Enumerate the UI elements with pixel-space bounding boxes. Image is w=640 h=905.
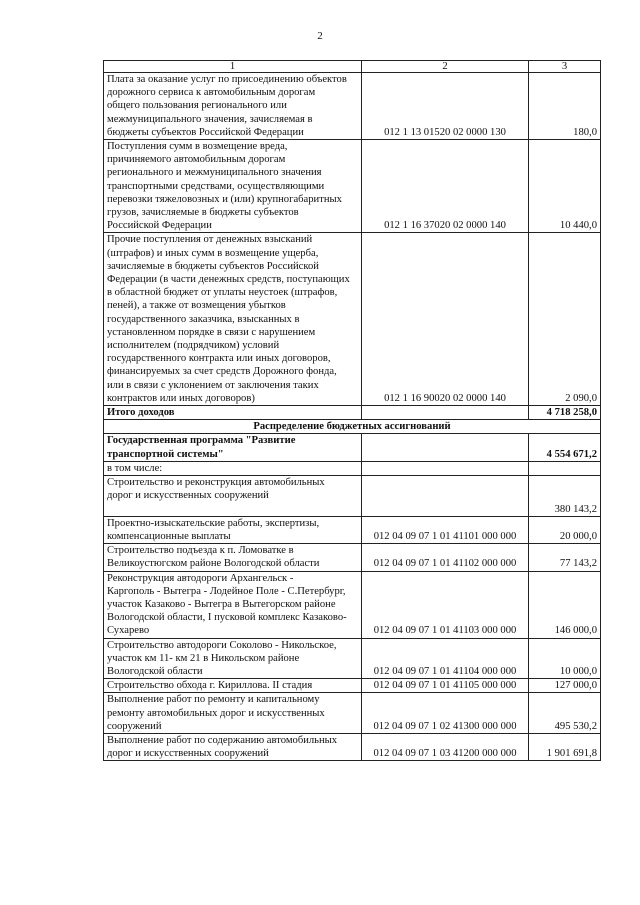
description-line: исполнителем (подрядчиком) условий (107, 340, 280, 352)
description-line: Федерации (в части денежных средств, поступающих (107, 274, 350, 286)
description-line: Поступления сумм в возмещение вреда, (107, 141, 288, 153)
description-line: Плата за оказание услуг по присоединению объектов (107, 74, 347, 85)
page-number: 2 (317, 30, 323, 42)
column-header-3: 3 (529, 61, 601, 73)
description-line: Строительство автодороги Соколово - Никольское, (107, 639, 337, 651)
description-line: (штрафов) и иных сумм в возмещение ущерба, (107, 247, 319, 259)
description-line: межмуниципального значения, зачисляемая в (107, 113, 313, 125)
amount-cell: 20 000,0 (529, 516, 601, 543)
description-line: Каргополь - Вытегра - Лодейное Поле - С.Петербург, (107, 585, 346, 597)
code-cell: 012 1 13 01520 02 0000 130 (362, 73, 529, 140)
amount-cell: 10 000,0 (529, 638, 601, 679)
description-line: Государственная программа "Развитие (107, 435, 296, 447)
description-cell (104, 638, 362, 679)
description-line: Сухарево (107, 625, 150, 637)
code-cell: 012 04 09 07 1 03 41200 000 000 (362, 733, 529, 760)
code-cell: 012 1 16 90020 02 0000 140 (362, 233, 529, 406)
amount-cell: 1 901 691,8 (529, 733, 601, 760)
amount-cell: 146 000,0 (529, 571, 601, 638)
column-header-row (104, 61, 601, 73)
description-line: государственного контракта или иных договоров, (107, 353, 331, 365)
amount-cell: 127 000,0 (529, 679, 601, 693)
code-cell (362, 461, 529, 475)
description-cell (104, 679, 362, 693)
code-cell: 012 04 09 07 1 01 41102 000 000 (362, 544, 529, 571)
column-header-2: 2 (362, 61, 529, 73)
description-line: общего пользования регионального или (107, 100, 287, 112)
code-cell: 012 04 09 07 1 01 41104 000 000 (362, 638, 529, 679)
description-line: установленном порядке в связи с нарушением (107, 326, 316, 338)
total-row (104, 406, 601, 420)
code-cell: 012 04 09 07 1 01 41103 000 000 (362, 571, 529, 638)
description-line: Строительство подъезда к п. Ломоватке в (107, 545, 294, 557)
description-line: дорожного сервиса к автомобильным дорогам (107, 87, 316, 99)
description-cell (104, 233, 362, 406)
income-row (104, 233, 601, 406)
description-line: государственного заказчика, взысканных в (107, 313, 300, 325)
description-line: участок Казаково - Вытегра в Вытегорском районе (107, 598, 336, 610)
description-line: в областной бюджет от уплаты неустоек (штрафов, (107, 287, 338, 299)
description-line: или в связи с уклонением от заключения таких (107, 379, 319, 391)
section-header-row (104, 420, 601, 434)
expense-row (104, 733, 601, 760)
code-cell: 012 04 09 07 1 01 41105 000 000 (362, 679, 529, 693)
description-line: причиняемого автомобильным дорогам (107, 154, 286, 166)
description-line: Строительство обхода г. Кириллова. II стадия (107, 680, 313, 692)
description-cell (104, 544, 362, 571)
description-line: Прочие поступления от денежных взысканий (107, 234, 313, 246)
amount-cell: 495 530,2 (529, 693, 601, 734)
income-row (104, 140, 601, 233)
description-line: контрактов или иных договоров) (107, 392, 255, 404)
code-cell (362, 476, 529, 517)
description-line: дорог и искусственных сооружений (107, 748, 269, 760)
description-line: Итого доходов (107, 407, 175, 419)
expense-row (104, 516, 601, 543)
description-line: Вологодской области (107, 665, 203, 677)
section-title: Распределение бюджетных ассигнований (104, 420, 601, 434)
expense-row (104, 544, 601, 571)
description-line: Проектно-изыскательские работы, экспертизы, (107, 517, 320, 529)
description-line: бюджеты субъектов Российской Федерации (107, 126, 304, 138)
amount-cell: 4 718 258,0 (529, 406, 601, 420)
description-line: участок км 11- км 21 в Никольском районе (107, 652, 300, 664)
expense-row (104, 571, 601, 638)
description-line: перевозки тяжеловозных и (или) крупногабаритных (107, 193, 342, 205)
code-cell (362, 434, 529, 461)
description-line: Выполнение работ по ремонту и капитальному (107, 694, 320, 706)
amount-cell (529, 461, 601, 475)
description-line: Выполнение работ по содержанию автомобильных (107, 734, 338, 746)
expense-row (104, 693, 601, 734)
amount-cell: 2 090,0 (529, 233, 601, 406)
amount-cell: 4 554 671,2 (529, 434, 601, 461)
description-cell (104, 693, 362, 734)
description-cell (104, 733, 362, 760)
description-line: Строительство и реконструкция автомобильных (107, 477, 325, 489)
amount-cell: 380 143,2 (529, 476, 601, 517)
description-line: транспортной системы" (107, 448, 224, 460)
code-cell: 012 04 09 07 1 01 41101 000 000 (362, 516, 529, 543)
code-cell (362, 406, 529, 420)
description-line: пеней), а также от возмещения убытков (107, 300, 286, 312)
description-cell (104, 406, 362, 420)
description-line: регионального и межмуниципального значения (107, 167, 322, 179)
code-cell: 012 1 16 37020 02 0000 140 (362, 140, 529, 233)
income-row (104, 73, 601, 140)
column-header-1: 1 (104, 61, 362, 73)
amount-cell: 180,0 (529, 73, 601, 140)
description-cell (104, 571, 362, 638)
budget-table (103, 60, 601, 761)
description-line: Российской Федерации (107, 220, 212, 232)
description-line: Реконструкция автодороги Архангельск - (107, 572, 294, 584)
description-line: дорог и искусственных сооружений (107, 490, 269, 502)
description-cell (104, 140, 362, 233)
description-line: грузов, зачисляемые в бюджеты субъектов (107, 207, 299, 219)
expense-row (104, 476, 601, 517)
blank-line (107, 503, 358, 516)
description-cell (104, 73, 362, 140)
expense-row (104, 679, 601, 693)
description-line: транспортными средствами, осуществляющими (107, 180, 325, 192)
description-line: финансируемых за счет средств Дорожного фонда, (107, 366, 337, 378)
description-line: зачисляемые в бюджеты субъектов Российской (107, 260, 319, 272)
including-row (104, 461, 601, 475)
description-line: Великоустюгском районе Вологодской области (107, 558, 320, 570)
amount-cell: 10 440,0 (529, 140, 601, 233)
description-line: ремонту автомобильных дорог и искусственных (107, 707, 325, 719)
description-line: сооружений (107, 720, 162, 732)
description-cell (104, 434, 362, 461)
description-line: Вологодской области, I пусковой комплекс Казаково- (107, 612, 347, 624)
code-cell: 012 04 09 07 1 02 41300 000 000 (362, 693, 529, 734)
description-cell (104, 476, 362, 517)
description-line: в том числе: (107, 462, 163, 474)
description-line: компенсационные выплаты (107, 530, 231, 542)
description-cell (104, 516, 362, 543)
expense-row (104, 638, 601, 679)
program-row (104, 434, 601, 461)
description-cell (104, 461, 362, 475)
amount-cell: 77 143,2 (529, 544, 601, 571)
